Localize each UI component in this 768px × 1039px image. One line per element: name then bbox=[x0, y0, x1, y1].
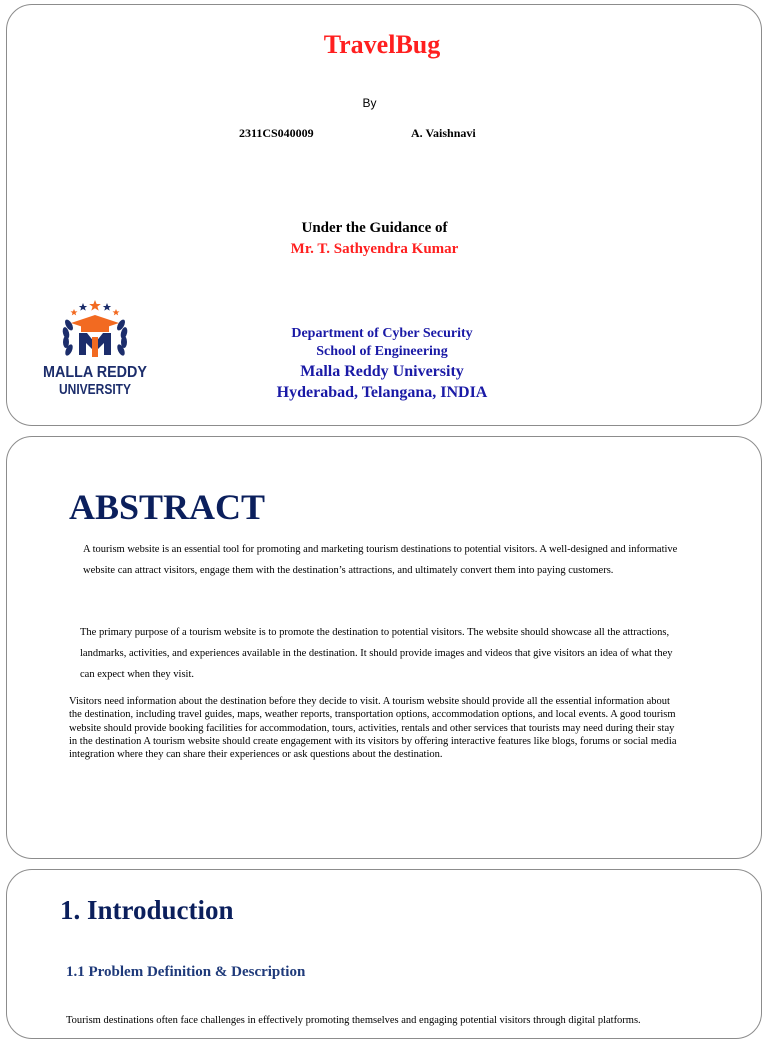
guidance-label: Under the Guidance of bbox=[301, 220, 448, 236]
university-logo-icon bbox=[39, 297, 151, 399]
by-label: By bbox=[362, 96, 377, 110]
department: Department of Cyber Security bbox=[291, 326, 473, 341]
school: School of Engineering bbox=[316, 344, 448, 359]
logo-line1: MALLA REDDY bbox=[43, 364, 148, 381]
introduction-heading: 1. Introduction bbox=[60, 895, 234, 925]
university-name: Malla Reddy University bbox=[300, 363, 464, 380]
abstract-paragraph-3: Visitors need information about the destination before they decide to visit. A tourism website should provide all the essential information about the destination, including travel guides, maps, weather reports, transportation options, accommodation options, and local events. A good tourism website should provide booking facilities for accommodation, tours, activities, rentals and other services that tourists may need during their stay in the destination A tourism website should create engagement with its visitors by offering interactive features like blogs, forums or social media integration where they can share their experiences or ask questions about the destination. bbox=[69, 696, 677, 761]
location: Hyderabad, Telangana, INDIA bbox=[276, 384, 488, 401]
guide-name: Mr. T. Sathyendra Kumar bbox=[290, 241, 459, 257]
abstract-heading: ABSTRACT bbox=[69, 487, 266, 527]
abstract-paragraph-2: The primary purpose of a tourism website is to promote the destination to potential visitors. The website should showcase all the attractions, landmarks, activities, and experiences available in the destination. It should provide images and videos that give visitors an idea of what they can expect when they visit. bbox=[80, 627, 673, 680]
cover-slide bbox=[6, 4, 762, 426]
logo-line2: UNIVERSITY bbox=[59, 381, 131, 398]
project-title: TravelBug bbox=[323, 30, 441, 59]
roll-number: 2311CS040009 bbox=[239, 126, 314, 140]
abstract-paragraph-1: A tourism website is an essential tool for promoting and marketing tourism destinations to potential visitors. A well-designed and informative website can attract visitors, engage them with the destination’s attractions, and ultimately convert them into paying customers. bbox=[83, 544, 678, 576]
problem-definition-heading: 1.1 Problem Definition & Description bbox=[66, 964, 306, 980]
introduction-slide bbox=[6, 869, 762, 1039]
introduction-paragraph: Tourism destinations often face challenges in effectively promoting themselves and engaging potential visitors through digital platforms. bbox=[66, 1015, 641, 1026]
abstract-slide bbox=[6, 436, 762, 859]
student-name: A. Vaishnavi bbox=[411, 126, 476, 140]
